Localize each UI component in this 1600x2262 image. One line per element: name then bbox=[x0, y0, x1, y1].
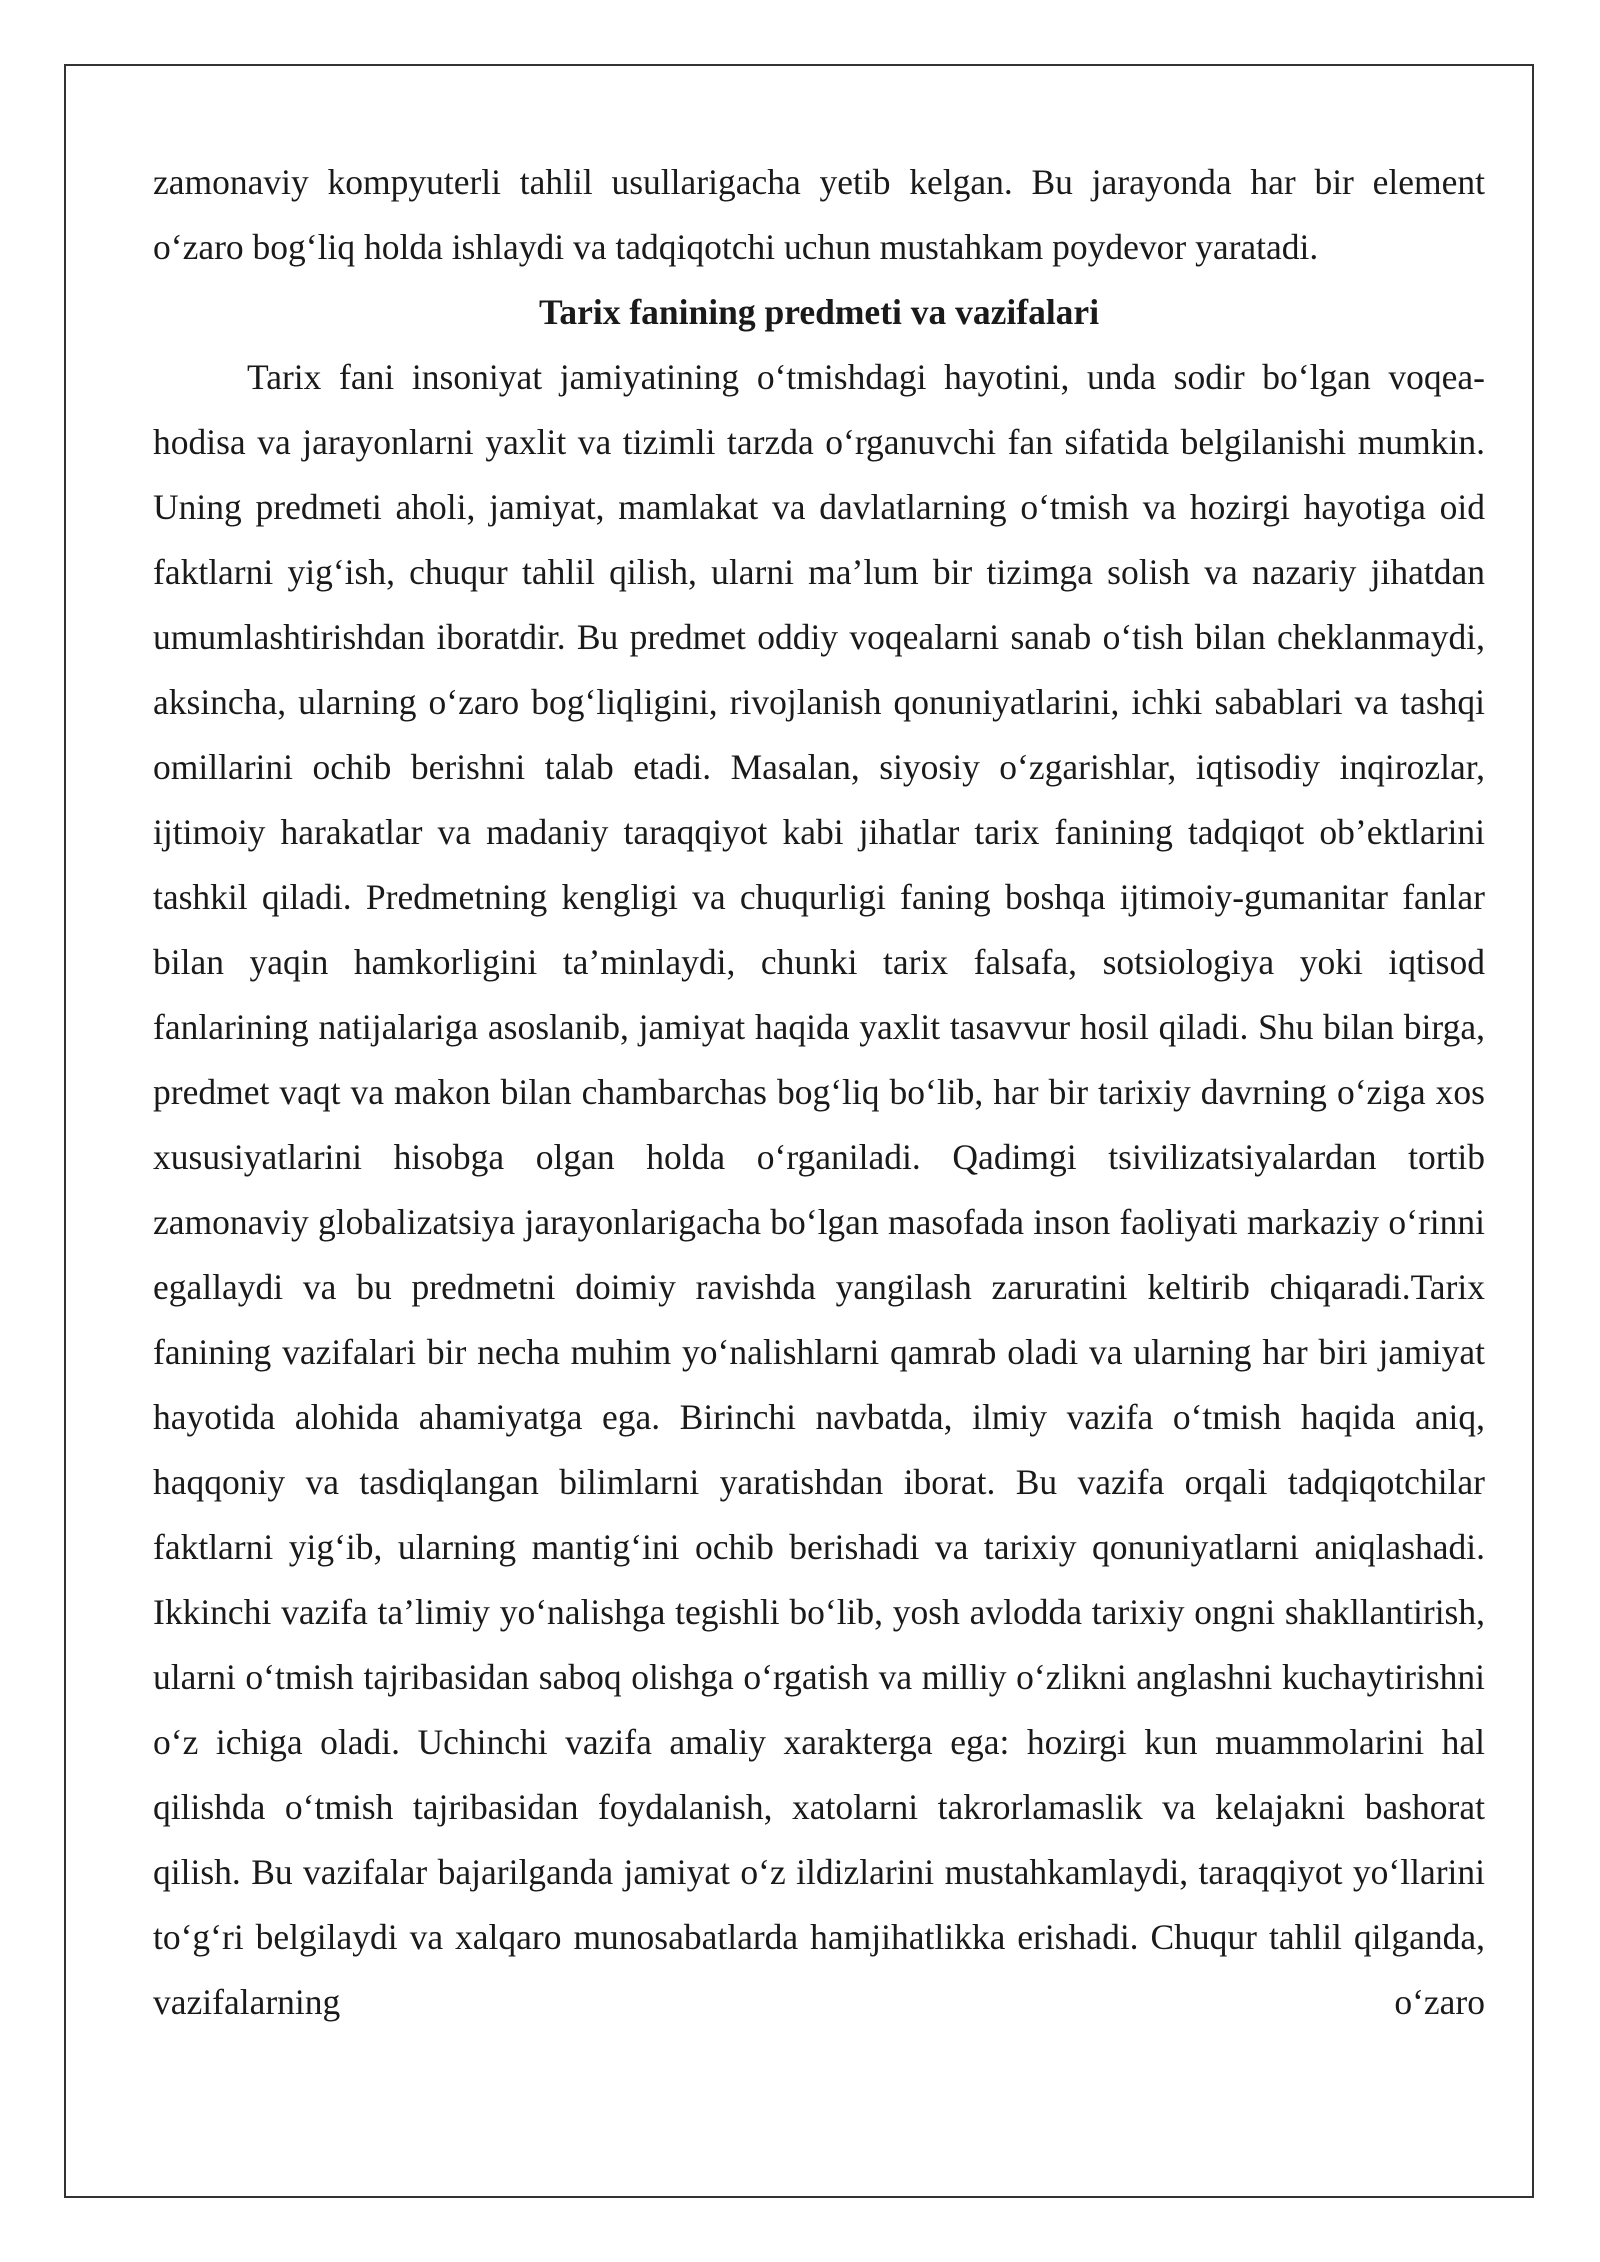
intro-paragraph: zamonaviy kompyuterli tahlil usullarigacha yetib kelgan. Bu jarayonda har bir element o‘zaro bog‘liq holda ishlaydi va tadqiqotchi uchun mustahkam poydevor yaratadi. bbox=[153, 162, 1485, 267]
section-heading: Tarix fanining predmeti va vazifalari bbox=[538, 292, 1100, 332]
body-paragraph: Tarix fani insoniyat jamiyatining o‘tmishdagi hayotini, unda sodir bo‘lgan voqea-hodisa va jarayonlarni yaxlit va tizimli tarzda o‘rganuvchi fan sifatida belgilanishi mumkin. Uning predmeti aholi, jamiyat, mamlakat va davlatlarning o‘tmish va hozirgi hayotiga oid faktlarni yig‘ish, chuqur tahlil qilish, ularni ma’lum bir tizimga solish va nazariy jihatdan umumlashtirishdan iboratdir. Bu predmet oddiy voqealarni sanab o‘tish bilan cheklanmaydi, aksincha, ularning o‘zaro bog‘liqligini, rivojlanish qonuniyatlarini, ichki sabablari va tashqi omillarini ochib berishni talab etadi. Masalan, siyosiy o‘zgarishlar, iqtisodiy inqirozlar, ijtimoiy harakatlar va madaniy taraqqiyot kabi jihatlar tarix fanining tadqiqot ob’ektlarini tashkil qiladi. Predmetning kengligi va chuqurligi faning boshqa ijtimoiy-gumanitar fanlar bilan yaqin hamkorligini ta’minlaydi, chunki tarix falsafa, sotsiologiya yoki iqtisod fanlarining natijalariga asoslanib, jamiyat haqida yaxlit tasavvur hosil qiladi. Shu bilan birga, predmet vaqt va makon bilan chambarchas bog‘liq bo‘lib, har bir tarixiy davrning o‘ziga xos xususiyatlarini hisobga olgan holda o‘rganiladi. Qadimgi tsivilizatsiyalardan tortib zamonaviy globalizatsiya jarayonlarigacha bo‘lgan masofada inson faoliyati markaziy o‘rinni egallaydi va bu predmetni doimiy ravishda yangilash zaruratini keltirib chiqaradi.Tarix fanining vazifalari bir necha muhim yo‘nalishlarni qamrab oladi va ularning har biri jamiyat hayotida alohida ahamiyatga ega. Birinchi navbatda, ilmiy vazifa o‘tmish haqida aniq, haqqoniy va tasdiqlangan bilimlarni yaratishdan iborat. Bu vazifa orqali tadqiqotchilar faktlarni yig‘ib, ularning mantig‘ini ochib berishadi va tarixiy qonuniyatlarni aniqlashadi. Ikkinchi vazifa ta’limiy yo‘nalishga tegishli bo‘lib, yosh avlodda tarixiy ongni shakllantirish, ularni o‘tmish tajribasidan saboq olishga o‘rgatish va milliy o‘zlikni anglashni kuchaytirishni o‘z ichiga oladi. Uchinchi vazifa amaliy xarakterga ega: hozirgi kun muammolarini hal qilishda o‘tmish tajribasidan foydalanish, xatolarni takrorlamaslik va kelajakni bashorat qilish. Bu vazifalar bajarilganda jamiyat o‘z ildizlarini mustahkamlaydi, taraqqiyot yo‘llarini to‘g‘ri belgilaydi va xalqaro munosabatlarda hamjihatlikka erishadi. Chuqur tahlil qilganda, vazifalarning o‘zaro bbox=[153, 357, 1485, 2022]
document-body bbox=[153, 150, 1485, 2035]
